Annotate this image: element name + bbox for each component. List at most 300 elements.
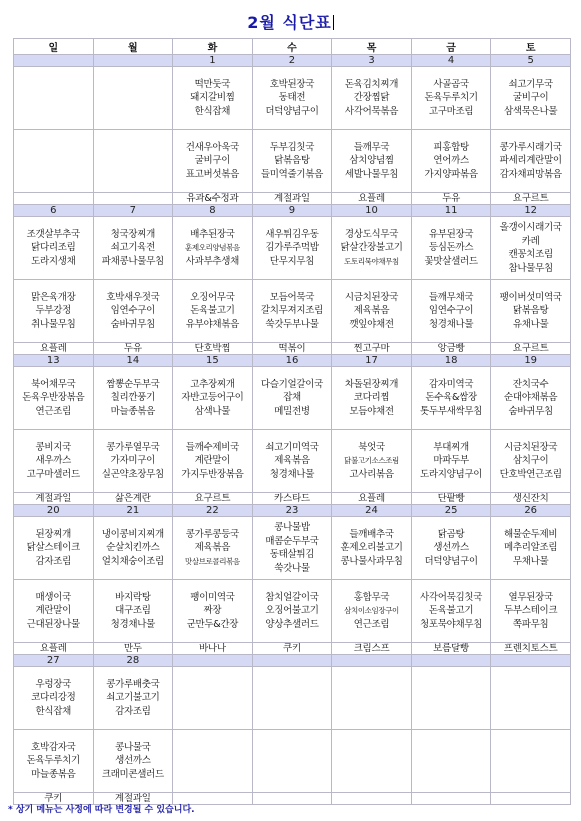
menu-cell: [173, 667, 253, 730]
snack-cell: 단팥빵: [411, 493, 491, 505]
date-number-cell: 20: [14, 505, 94, 517]
menu-item: 닭볶음탕: [274, 155, 310, 167]
menu-item: 사각어묵김칫국: [420, 591, 483, 603]
menu-cell: [491, 367, 571, 430]
menu-item: 청국장찌개: [110, 228, 156, 240]
date-number-cell: 24: [332, 505, 412, 517]
menu-item: 콩나물밥: [274, 522, 310, 533]
date-number-cell: 18: [411, 355, 491, 367]
menu-item: 숨바귀무침: [110, 318, 156, 330]
menu-item: 호박감자국: [31, 741, 76, 753]
page-title: [0, 10, 581, 33]
menu-item: 자반고등어구이: [181, 392, 244, 404]
snack-cell: 요플레: [14, 643, 94, 655]
snack-cell: [332, 793, 412, 805]
menu-item: 근대된장나물: [26, 618, 80, 630]
menu-item: 돈육두루치기: [26, 755, 80, 767]
menu-item: 들깨무국: [353, 141, 390, 153]
lunch-menu-row: [14, 217, 571, 280]
date-number-cell: [411, 655, 491, 667]
menu-item: 크래미콘샐러드: [101, 768, 164, 780]
menu-item: 경상도식무국: [344, 228, 399, 240]
menu-item: 새우튀김우동: [265, 228, 319, 240]
weekday-header-cell: 토: [491, 39, 571, 55]
date-number-row: [14, 505, 571, 517]
snack-cell: 두유: [411, 193, 491, 205]
menu-item: 콩가루배춧국: [106, 678, 160, 690]
menu-item: 잡채: [283, 392, 301, 404]
snack-cell: 요구르트: [491, 343, 571, 355]
snack-cell: 쿠키: [14, 793, 94, 805]
menu-item: 취나물무침: [31, 318, 76, 330]
menu-cell: [332, 367, 412, 430]
menu-item: 순살치킨까스: [106, 542, 160, 554]
menu-cell: [14, 280, 94, 343]
date-number-cell: 7: [93, 205, 173, 217]
menu-item: 돈수육&쌈장: [425, 392, 477, 404]
menu-item: 유부야채볶음: [185, 318, 240, 330]
menu-cell: [332, 280, 412, 343]
date-number-cell: 8: [173, 205, 253, 217]
menu-item: 사골곰국: [433, 78, 469, 90]
dinner-menu-row: [14, 430, 571, 493]
menu-item: 건새우아욱국: [185, 141, 240, 153]
menu-item: 콩가루시래기국: [499, 141, 562, 153]
menu-item: 시금치된장국: [344, 291, 399, 303]
menu-item: 얼치채숭이조림: [101, 555, 164, 567]
menu-item: 칠리깐풍기: [110, 392, 156, 404]
snack-cell: 찐고구마: [332, 343, 412, 355]
snack-cell: 카스타드: [252, 493, 332, 505]
snack-cell: 크림스프: [332, 643, 412, 655]
menu-item: 코다리강정: [31, 692, 76, 704]
menu-cell: [252, 67, 332, 130]
date-number-cell: 21: [93, 505, 173, 517]
snack-row: [14, 193, 571, 205]
snack-cell: 단호박찜: [173, 343, 253, 355]
dinner-menu-row: [14, 730, 571, 793]
menu-item: 계란말이: [194, 455, 231, 467]
snack-cell: [411, 793, 491, 805]
menu-item: 삼치구이: [512, 455, 549, 467]
menu-item: 감자조림: [115, 705, 151, 717]
menu-cell: [411, 130, 491, 193]
menu-item: 두부김칫국: [269, 141, 315, 153]
snack-cell: 요플레: [332, 493, 412, 505]
menu-item: 고구마샐러드: [26, 468, 80, 480]
snack-cell: [93, 193, 173, 205]
menu-item: 가지두반장볶음: [181, 468, 244, 480]
menu-item: 훈제오리양념볶음: [185, 243, 240, 253]
menu-cell: [14, 580, 94, 643]
menu-item: 닭살간장불고기: [340, 242, 403, 254]
menu-item: 들깨무채국: [428, 291, 474, 303]
menu-item: 들깨배추국: [349, 528, 394, 540]
menu-item: 조갯살부추국: [26, 228, 80, 240]
menu-item: 콩비지국: [35, 441, 72, 453]
date-number-cell: 28: [93, 655, 173, 667]
menu-item: 고추장찌개: [190, 378, 235, 390]
date-number-cell: 27: [14, 655, 94, 667]
menu-cell: [93, 367, 173, 430]
menu-item: 더덕양념구이: [265, 105, 319, 117]
menu-item: 삼치양념찜: [349, 155, 394, 167]
menu-item: 시금치된장국: [504, 441, 558, 453]
menu-item: 생선까스: [115, 755, 151, 767]
menu-cell: [411, 67, 491, 130]
menu-item: 메밀전병: [274, 405, 310, 417]
menu-cell: [332, 130, 412, 193]
menu-cell: [93, 517, 173, 580]
menu-item: 참나물무침: [508, 262, 553, 274]
menu-item: 대구조림: [115, 605, 151, 617]
menu-item: 숨바귀무침: [508, 405, 553, 417]
footnote-text: * 상기 메뉴는 사정에 따라 변경될 수 있습니다.: [8, 805, 195, 815]
lunch-menu-row: [14, 667, 571, 730]
menu-item: 고구마조림: [428, 105, 474, 117]
menu-cell: [252, 130, 332, 193]
menu-item: 파채콩나물무침: [101, 255, 164, 267]
menu-item: 김가루주먹밥: [265, 242, 319, 254]
snack-cell: [491, 793, 571, 805]
menu-cell: [14, 667, 94, 730]
meal-calendar-table: [13, 38, 571, 805]
menu-item: 메추리알조림: [504, 542, 558, 554]
menu-item: 두부스테이크: [504, 605, 558, 617]
menu-cell: [491, 280, 571, 343]
menu-item: 매생이국: [35, 591, 72, 603]
menu-item: 도토리묵야채무침: [344, 256, 399, 266]
menu-cell: [332, 430, 412, 493]
menu-cell: [411, 667, 491, 730]
date-number-cell: 3: [332, 55, 412, 67]
dinner-menu-row: [14, 580, 571, 643]
menu-item: 한식잡채: [35, 705, 72, 717]
date-number-cell: 22: [173, 505, 253, 517]
menu-item: 북엇국: [358, 441, 385, 453]
menu-cell: [14, 517, 94, 580]
menu-item: 우렁장국: [35, 678, 72, 690]
menu-item: 순대야채볶음: [504, 392, 558, 404]
menu-item: 연근조림: [353, 618, 390, 630]
dinner-menu-row: [14, 130, 571, 193]
menu-cell: [411, 367, 491, 430]
date-number-cell: 19: [491, 355, 571, 367]
menu-item: 유채나물: [512, 318, 549, 330]
menu-item: 돈육두루치기: [424, 92, 478, 104]
menu-item: 임연수구이: [110, 305, 156, 317]
menu-item: 꽃맛살샐러드: [424, 255, 478, 267]
menu-item: 냉이콩비지찌개: [101, 528, 164, 540]
menu-item: 떡만둣국: [194, 78, 231, 90]
menu-item: 계란말이: [35, 605, 72, 617]
menu-item: 카레: [521, 235, 540, 247]
menu-cell: [332, 67, 412, 130]
menu-item: 감자미역국: [428, 378, 474, 390]
snack-cell: 프렌치토스트: [491, 643, 571, 655]
snack-cell: 계절과일: [252, 193, 332, 205]
menu-item: 더덕양념구이: [424, 555, 478, 567]
snack-row: [14, 643, 571, 655]
date-number-cell: 4: [411, 55, 491, 67]
menu-item: 돈육우반장볶음: [22, 392, 85, 404]
menu-item: 파세리계란말이: [499, 155, 562, 167]
menu-item: 청경채나물: [110, 618, 156, 630]
menu-item: 도라지생채: [31, 255, 76, 267]
snack-cell: 계절과일: [14, 493, 94, 505]
menu-item: 사각어묵볶음: [344, 105, 399, 117]
menu-cell: [14, 217, 94, 280]
date-number-cell: 23: [252, 505, 332, 517]
menu-item: 짬뽕순두부국: [106, 378, 160, 390]
date-number-cell: [252, 655, 332, 667]
menu-cell: [93, 280, 173, 343]
menu-cell: [332, 217, 412, 280]
menu-item: 쪽파무침: [512, 618, 549, 630]
menu-item: 굴비구이: [194, 155, 231, 167]
lunch-menu-row: [14, 367, 571, 430]
menu-cell: [491, 430, 571, 493]
menu-item: 마늘종볶음: [31, 768, 76, 780]
menu-item: 닭볶음탕: [512, 305, 549, 317]
menu-item: 오징어불고기: [265, 605, 319, 617]
menu-cell: [491, 580, 571, 643]
menu-cell: [14, 67, 94, 130]
menu-item: 다슬기얼갈이국: [260, 378, 324, 390]
menu-cell: [252, 367, 332, 430]
menu-item: 군만두&간장: [186, 618, 239, 630]
menu-item: 유부된장국: [428, 228, 474, 240]
footnote: [8, 802, 195, 815]
menu-cell: [173, 130, 253, 193]
menu-item: 무채나물: [512, 555, 549, 567]
weekday-header-cell: 목: [332, 39, 412, 55]
lunch-menu-row: [14, 517, 571, 580]
menu-item: 등심돈까스: [428, 242, 474, 254]
menu-cell: [252, 667, 332, 730]
menu-item: 실곤약초장무침: [101, 468, 164, 480]
snack-cell: 생신잔치: [491, 493, 571, 505]
menu-cell: [252, 517, 332, 580]
menu-item: 잔치국수: [512, 378, 549, 390]
menu-cell: [411, 430, 491, 493]
menu-item: 바지락탕: [115, 591, 151, 603]
date-number-cell: 6: [14, 205, 94, 217]
snack-cell: 계절과일: [93, 793, 173, 805]
date-number-row: [14, 55, 571, 67]
snack-cell: 유과&수정과: [173, 193, 253, 205]
menu-item: 돈육김치찌개: [344, 78, 399, 90]
date-number-cell: 14: [93, 355, 173, 367]
menu-cell: [491, 130, 571, 193]
menu-item: 열무된장국: [508, 591, 553, 603]
menu-cell: [93, 67, 173, 130]
menu-cell: [491, 730, 571, 793]
menu-cell: [173, 217, 253, 280]
date-number-cell: 16: [252, 355, 332, 367]
menu-item: 갈치무져지조림: [260, 305, 324, 317]
title-text: 2월 식단표: [247, 13, 332, 32]
menu-item: 단호박연근조림: [499, 468, 562, 480]
text-cursor: [333, 15, 334, 30]
snack-cell: 요플레: [14, 343, 94, 355]
weekday-header-row: [14, 39, 571, 55]
snack-cell: 쿠키: [252, 643, 332, 655]
menu-cell: [173, 280, 253, 343]
menu-item: 쇠고기미역국: [265, 441, 319, 453]
menu-item: 호박새우젓국: [106, 291, 160, 303]
menu-item: 닭곰탕: [437, 528, 465, 540]
snack-cell: 두유: [93, 343, 173, 355]
menu-item: 마파두부: [433, 455, 469, 467]
menu-item: 두부강정: [35, 305, 72, 317]
lunch-menu-row: [14, 67, 571, 130]
date-number-cell: [332, 655, 412, 667]
weekday-header-cell: 화: [173, 39, 253, 55]
date-number-cell: 15: [173, 355, 253, 367]
menu-item: 돈육불고기: [428, 605, 474, 617]
menu-item: 사과부추생채: [185, 255, 240, 267]
date-number-cell: 11: [411, 205, 491, 217]
menu-item: 팽이미역국: [190, 591, 235, 603]
menu-cell: [411, 730, 491, 793]
menu-item: 맑은육개장: [31, 291, 76, 303]
date-number-cell: [491, 655, 571, 667]
menu-item: 굴비구이: [512, 92, 549, 104]
menu-item: 가지양파볶음: [424, 168, 478, 180]
menu-item: 동태전: [278, 92, 306, 104]
menu-item: 매콤순두부국: [265, 535, 319, 547]
menu-cell: [491, 517, 571, 580]
menu-item: 단무지무침: [269, 255, 315, 267]
menu-item: 세발나물무침: [344, 168, 399, 180]
menu-cell: [491, 217, 571, 280]
menu-item: 콩가루열무국: [106, 441, 160, 453]
menu-cell: [93, 217, 173, 280]
menu-item: 삼색묵은나물: [504, 105, 558, 117]
menu-cell: [14, 730, 94, 793]
menu-cell: [14, 430, 94, 493]
menu-cell: [173, 730, 253, 793]
date-number-cell: [14, 55, 94, 67]
menu-item: 북어채무국: [31, 378, 76, 390]
menu-item: 맛살브로콜리볶음: [185, 556, 240, 566]
menu-cell: [93, 430, 173, 493]
menu-item: 쇠고기무국: [508, 78, 553, 90]
menu-item: 마늘종볶음: [110, 405, 156, 417]
menu-item: 표고버섯볶음: [185, 168, 240, 180]
menu-cell: [252, 217, 332, 280]
snack-cell: 만두: [93, 643, 173, 655]
menu-cell: [173, 430, 253, 493]
menu-item: 부대찌개: [433, 441, 469, 453]
menu-item: 모듬야채전: [349, 405, 394, 417]
menu-cell: [93, 580, 173, 643]
menu-item: 깻잎야채전: [349, 318, 394, 330]
menu-item: 닭살스테이크: [26, 542, 80, 554]
date-number-row: [14, 205, 571, 217]
date-number-cell: 25: [411, 505, 491, 517]
menu-item: 삼치이소임장구이: [344, 606, 399, 616]
date-number-cell: 2: [252, 55, 332, 67]
menu-item: 돈육불고기: [190, 305, 235, 317]
menu-item: 배추된장국: [190, 228, 235, 240]
menu-item: 된장찌개: [35, 528, 72, 540]
menu-item: 들깨수제비국: [185, 441, 240, 453]
menu-cell: [411, 217, 491, 280]
menu-item: 닭불고기소스조림: [344, 456, 399, 466]
menu-item: 훈제오리불고기: [340, 542, 403, 554]
menu-cell: [332, 517, 412, 580]
menu-item: 임연수구이: [428, 305, 474, 317]
menu-item: 호박된장국: [269, 78, 315, 90]
menu-cell: [491, 667, 571, 730]
menu-item: 차돌된장찌개: [344, 378, 399, 390]
menu-item: 생선까스: [433, 542, 469, 554]
menu-cell: [411, 517, 491, 580]
snack-cell: 앙금빵: [411, 343, 491, 355]
dinner-menu-row: [14, 280, 571, 343]
menu-item: 동태살튀김: [269, 549, 315, 560]
snack-row: [14, 493, 571, 505]
date-number-cell: 10: [332, 205, 412, 217]
weekday-header-cell: 월: [93, 39, 173, 55]
snack-cell: 요플레: [332, 193, 412, 205]
menu-item: 모듬어묵국: [269, 291, 315, 303]
menu-item: 캔꽁치조림: [508, 249, 553, 260]
snack-cell: 요구르트: [491, 193, 571, 205]
menu-cell: [252, 430, 332, 493]
menu-item: 쑥갓나물: [274, 562, 310, 574]
menu-item: 양상추샐러드: [265, 618, 319, 630]
menu-item: 참치얼갈이국: [265, 591, 319, 603]
weekday-header-cell: 금: [411, 39, 491, 55]
snack-cell: 보름달빵: [411, 643, 491, 655]
menu-cell: [332, 580, 412, 643]
date-number-cell: 13: [14, 355, 94, 367]
date-number-cell: 1: [173, 55, 253, 67]
menu-item: 연어까스: [433, 155, 469, 167]
menu-cell: [93, 730, 173, 793]
snack-cell: 떡볶이: [252, 343, 332, 355]
menu-cell: [252, 280, 332, 343]
menu-cell: [252, 580, 332, 643]
date-number-cell: 12: [491, 205, 571, 217]
date-number-cell: 5: [491, 55, 571, 67]
menu-item: 쇠고기불고기: [106, 692, 160, 704]
snack-row: [14, 343, 571, 355]
menu-cell: [332, 667, 412, 730]
menu-item: 청경채나물: [428, 318, 474, 330]
date-number-cell: 9: [252, 205, 332, 217]
date-number-cell: [173, 655, 253, 667]
menu-cell: [411, 280, 491, 343]
menu-cell: [93, 130, 173, 193]
menu-item: 새우까스: [35, 455, 72, 467]
menu-item: 코다리찜: [353, 392, 390, 404]
snack-cell: 바나나: [173, 643, 253, 655]
snack-cell: 삶은계란: [93, 493, 173, 505]
weekday-header-cell: 수: [252, 39, 332, 55]
menu-item: 청경채나물: [269, 468, 315, 480]
date-number-row: [14, 655, 571, 667]
menu-item: 제육볶음: [353, 305, 390, 317]
menu-item: 쑥갓두부나물: [265, 318, 319, 330]
menu-item: 콩가루콩등국: [185, 528, 240, 540]
menu-item: 들미역줄기볶음: [260, 168, 324, 180]
menu-item: 해물순두제비: [504, 528, 558, 540]
menu-cell: [173, 67, 253, 130]
